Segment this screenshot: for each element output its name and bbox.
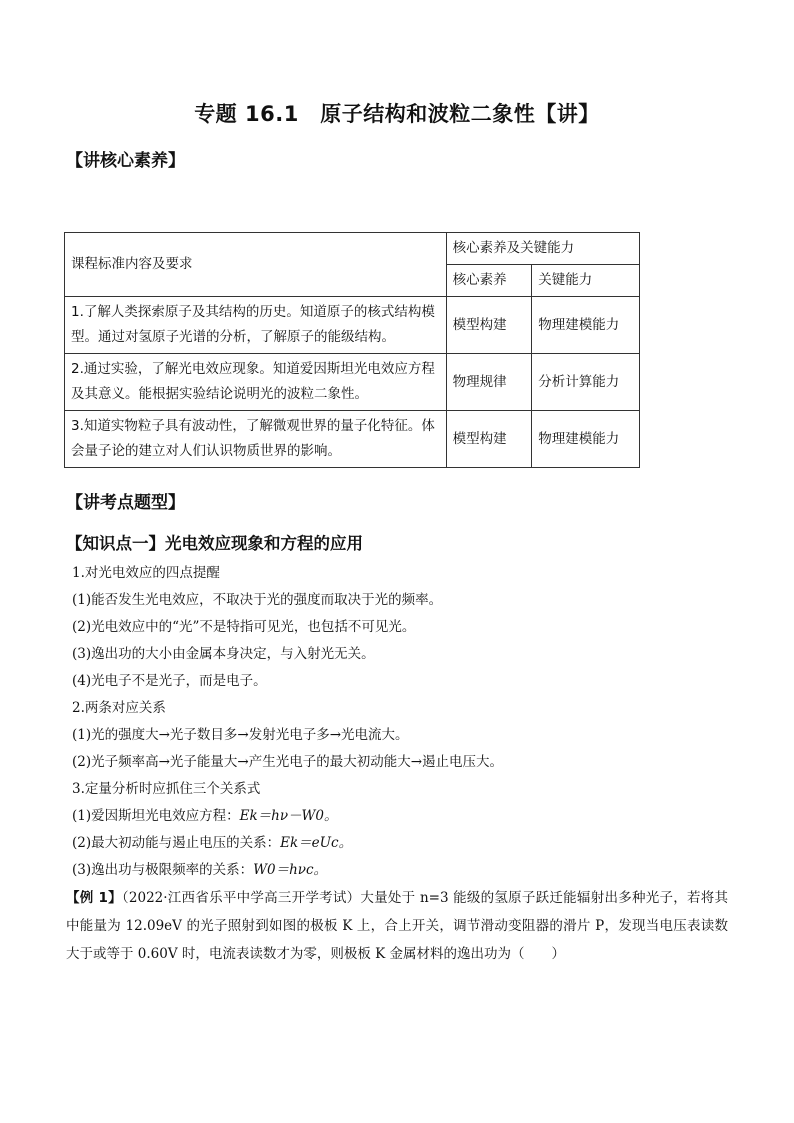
text-line: 2.两条对应关系 [72, 700, 166, 716]
section-heading-core-literacy: 【讲核心素养】 [66, 151, 185, 171]
header-requirements: 课程标准内容及要求 [65, 233, 447, 297]
text-line: (2)光电效应中的“光”不是特指可见光，也包括不可见光。 [72, 619, 416, 635]
knowledge-content [72, 560, 732, 884]
table-row [65, 297, 640, 354]
curriculum-table [64, 232, 640, 468]
knowledge-point-title: 【知识点一】光电效应现象和方程的应用 [66, 534, 363, 553]
requirement-cell: 2.通过实验，了解光电效应现象。知道爱因斯坦光电效应方程及其意义。能根据实验结论说明光的波粒二象性。 [65, 354, 447, 411]
header-core-group: 核心素养及关键能力 [446, 233, 639, 265]
text-line: (3)逸出功的大小由金属本身决定，与入射光无关。 [72, 646, 375, 662]
example-text: （2022·江西省乐平中学高三开学考试）大量处于 n=3 能级的氢原子跃迁能辐射出多种光子，若将其中能量为 12.09eV 的光子照射到如图的极板 K 上，合上开关，调节滑动变阻器的滑片 P，发现当电压表读数大于或等于 0.60V 时，电流表读数才为零，则极板 K 金属材料的逸出功为（ ） [66, 890, 729, 962]
text-line: 1.对光电效应的四点提醒 [72, 565, 220, 581]
requirement-cell: 1.了解人类探索原子及其结构的历史。知道原子的核式结构模型。通过对氢原子光谱的分析，了解原子的能级结构。 [65, 297, 447, 354]
formula-label: (2)最大初动能与遏止电压的关系： [72, 835, 281, 851]
ability-cell: 分析计算能力 [532, 354, 640, 411]
formula-label: (1)爱因斯坦光电效应方程： [72, 808, 240, 824]
core-cell: 模型构建 [446, 411, 532, 468]
text-line: (1)能否发生光电效应，不取决于光的强度而取决于光的频率。 [72, 592, 443, 608]
formula-expression: Ek＝eUc。 [280, 835, 353, 851]
table-row [65, 354, 640, 411]
header-key-ability: 关键能力 [532, 265, 640, 297]
core-cell: 模型构建 [446, 297, 532, 354]
ability-cell: 物理建模能力 [532, 297, 640, 354]
formula-expression: Ek＝hν－W0。 [239, 808, 338, 824]
text-line: (4)光电子不是光子，而是电子。 [72, 673, 267, 689]
table-row [65, 411, 640, 468]
ability-cell: 物理建模能力 [532, 411, 640, 468]
formula-line [72, 857, 732, 884]
example-problem [66, 884, 728, 968]
formula-expression: W0＝hνc。 [253, 862, 328, 878]
requirement-cell: 3.知道实物粒子具有波动性，了解微观世界的量子化特征。体会量子论的建立对人们认识物质世界的影响。 [65, 411, 447, 468]
header-core-literacy: 核心素养 [446, 265, 532, 297]
page-title: 专题 16.1 原子结构和波粒二象性【讲】 [194, 102, 600, 126]
text-line: 3.定量分析时应抓住三个关系式 [72, 781, 261, 797]
formula-line [72, 830, 732, 857]
section-heading-exam-points: 【讲考点题型】 [66, 493, 185, 513]
table-header-row [65, 233, 640, 265]
text-line: (1)光的强度大→光子数目多→发射光电子多→光电流大。 [72, 727, 409, 743]
formula-label: (3)逸出功与极限频率的关系： [72, 862, 254, 878]
example-tag: 【例 1】 [66, 890, 122, 906]
core-cell: 物理规律 [446, 354, 532, 411]
formula-line [72, 803, 732, 830]
text-line: (2)光子频率高→光子能量大→产生光电子的最大初动能大→遏止电压大。 [72, 754, 504, 770]
